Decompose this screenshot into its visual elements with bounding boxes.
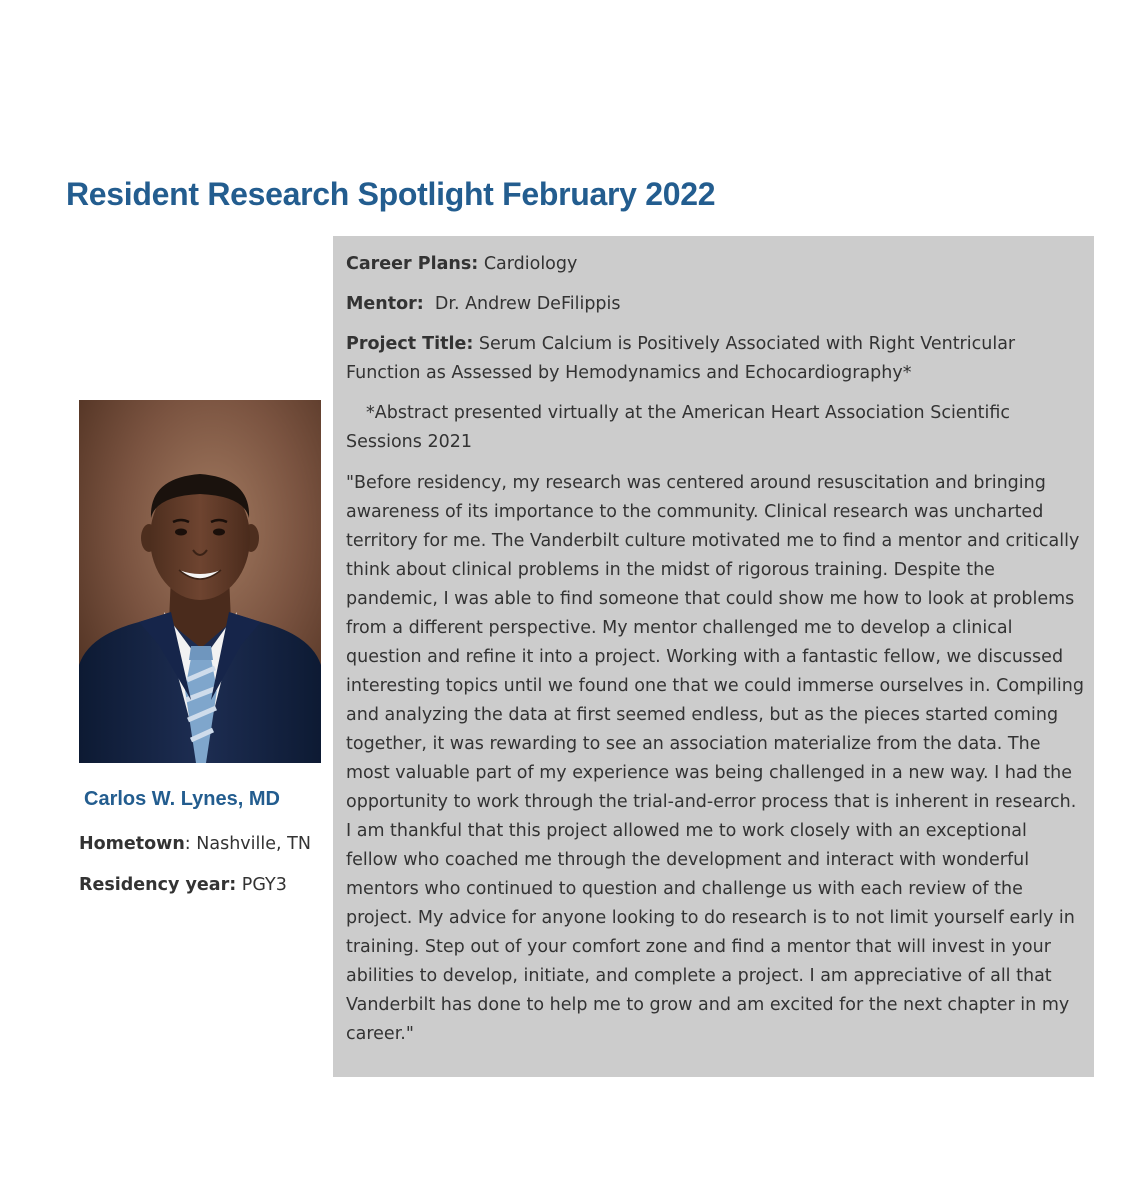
resident-quote: "Before residency, my research was centered around resuscitation and bringing awareness of its importance to the community. Clinical research was uncharted territory for me. The Vanderbilt culture motivated me to find a mentor and critically think about clinical problems in the midst of rigorous training. Despite the pandemic, I was able to find someone that could show me how to look at problems from a different perspective. My mentor challenged me to develop a clinical question and refine it into a project. Working with a fantastic fellow, we discussed interesting topics until we found one that we could immerse ourselves in. Compiling and analyzing the data at first seemed endless, but as the pieces started coming together, it was rewarding to see an association materialize from the data. The most valuable part of my experience was being challenged in a new way. I had the opportunity to work through the trial-and-error process that is inherent in research. I am thankful that this project allowed me to work closely with an exceptional fellow who coached me through the development and interact with wonderful mentors who continued to question and challenge us with each review of the project. My advice for anyone looking to do research is to not limit yourself early in training. Step out of your comfort zone and find a mentor that will invest in your abilities to develop, initiate, and complete a project. I am appreciative of all that Vanderbilt has done to help me to grow and am excited for the next chapter in my career." [346,473,1084,1044]
details-panel [333,236,1094,1077]
residency-year-value: PGY3 [236,875,287,895]
hometown-value: Nashville, TN [196,834,311,854]
project-title [346,330,1084,388]
career-plans-label: Career Plans: [346,254,479,274]
residency-year-field [79,875,287,895]
hometown-field [79,834,311,854]
hometown-label: Hometown [79,834,185,854]
mentor-value: Dr. Andrew DeFilippis [423,294,621,314]
abstract-note: *Abstract presented virtually at the American Heart Association Scientific Sessions 2021 [346,403,1011,452]
profile-name: Carlos W. Lynes, MD [84,788,280,810]
page-title: Resident Research Spotlight February 2022 [66,176,716,212]
mentor [346,290,1084,319]
mentor-label: Mentor: [346,294,424,314]
hometown-separator: : [184,834,197,854]
profile-photo [79,400,321,763]
career-plans-value: Cardiology [478,254,578,274]
residency-year-label: Residency year: [79,875,237,895]
career-plans [346,250,1084,279]
project-title-label: Project Title: [346,334,474,354]
project-title-value: Serum Calcium is Positively Associated with Right Ventricular Function as Assessed by Hemodynamics and Echocardiography* [346,334,1016,383]
